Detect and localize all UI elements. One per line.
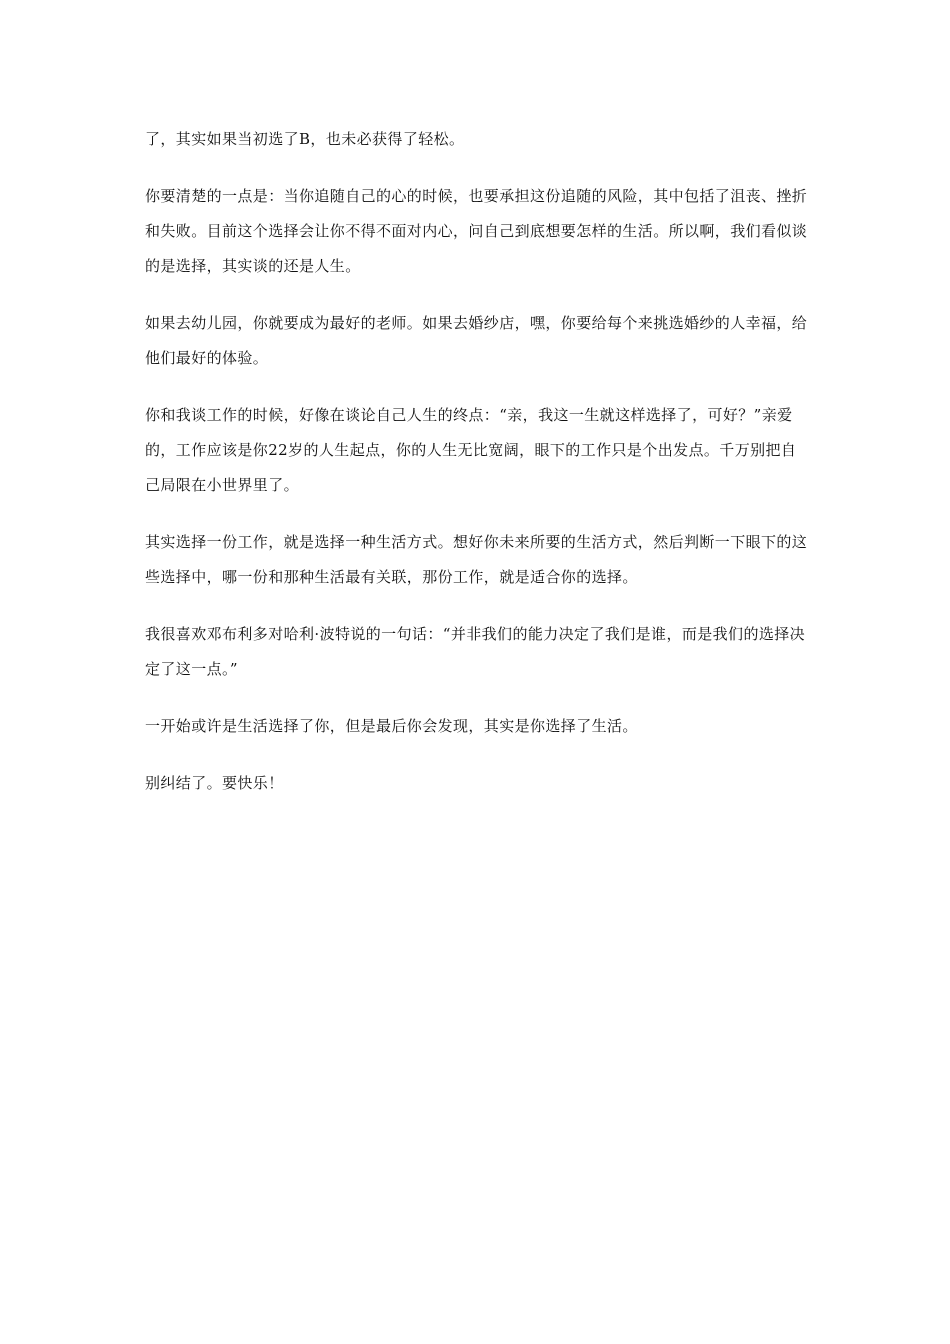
paragraph-6: 我很喜欢邓布利多对哈利·波特说的一句话：“并非我们的能力决定了我们是谁，而是我们的选择决定了这一点。” <box>145 625 806 678</box>
paragraph-8: 别纠结了。要快乐！ <box>145 774 284 792</box>
paragraph-5: 其实选择一份工作，就是选择一种生活方式。想好你未来所要的生活方式，然后判断一下眼下的这些选择中，哪一份和那种生活最有关联，那份工作，就是适合你的选择。 <box>145 533 808 586</box>
paragraph-3: 如果去幼儿园，你就要成为最好的老师。如果去婚纱店，嘿，你要给每个来挑选婚纱的人幸福，给他们最好的体验。 <box>145 314 808 367</box>
paragraph-4: 你和我谈工作的时候，好像在谈论自己人生的终点：“亲，我这一生就这样选择了，可好？”亲爱的，工作应该是你22岁的人生起点，你的人生无比宽阔，眼下的工作只是个出发点。千万别把自己局限在小世界里了。 <box>145 406 797 494</box>
document-body <box>145 122 810 823</box>
paragraph-1: 了，其实如果当初选了B，也未必获得了轻松。 <box>145 130 465 148</box>
paragraph-2: 你要清楚的一点是：当你追随自己的心的时候，也要承担这份追随的风险，其中包括了沮丧、挫折和失败。目前这个选择会让你不得不面对内心，问自己到底想要怎样的生活。所以啊，我们看似谈的是选择，其实谈的还是人生。 <box>145 187 808 275</box>
paragraph-7: 一开始或许是生活选择了你，但是最后你会发现，其实是你选择了生活。 <box>145 717 638 735</box>
